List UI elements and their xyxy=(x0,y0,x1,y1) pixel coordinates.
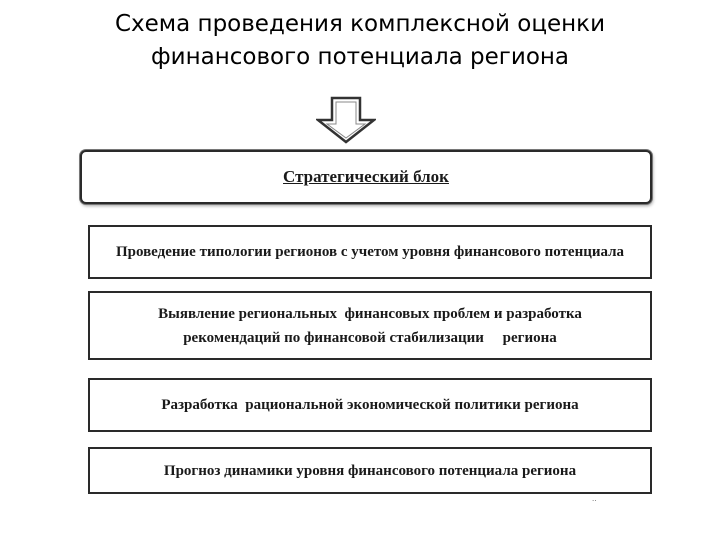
block-financial-problems-line-1: Выявление региональных финансовых проблем и разработка xyxy=(158,305,582,322)
block-economic-policy xyxy=(88,378,652,432)
page-title xyxy=(0,8,720,74)
title-line-1: Схема проведения комплексной оценки xyxy=(114,11,606,37)
strategic-block-label: Стратегический блок xyxy=(283,167,449,186)
down-arrow-icon xyxy=(316,96,376,144)
strategic-block xyxy=(80,150,652,204)
block-potential-forecast-text: Прогноз динамики уровня финансового потенциала региона xyxy=(163,462,577,479)
block-regions-typology-text: Проведение типологии регионов с учетом уровня финансового потенциала xyxy=(115,244,625,260)
footnote-mark: .. xyxy=(592,494,597,503)
title-line-2: финансового потенциала региона xyxy=(150,44,570,70)
block-economic-policy-text: Разработка рациональной экономической политики региона xyxy=(161,397,579,413)
block-financial-problems xyxy=(88,291,652,360)
block-potential-forecast xyxy=(88,447,652,494)
block-financial-problems-line-2: рекомендаций по финансовой стабилизации региона xyxy=(183,329,557,346)
block-regions-typology xyxy=(88,225,652,279)
